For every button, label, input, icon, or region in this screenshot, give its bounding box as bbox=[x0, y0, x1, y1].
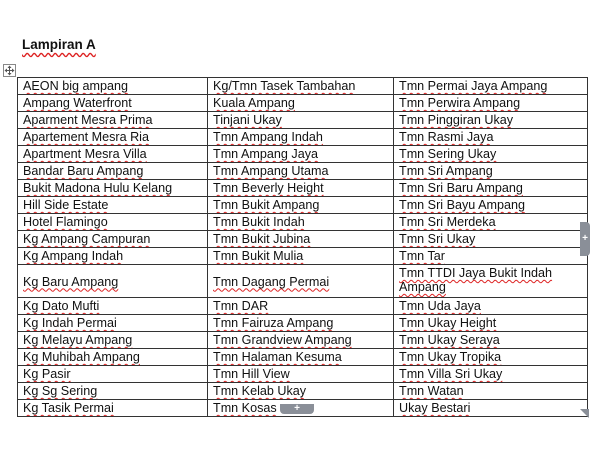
table-row bbox=[18, 298, 588, 315]
table-cell[interactable] bbox=[18, 78, 208, 95]
cell-text: Tmn Hill View bbox=[213, 367, 290, 381]
table-cell[interactable] bbox=[208, 248, 394, 265]
cell-text: Kg Ampang Indah bbox=[23, 249, 124, 263]
table-cell[interactable] bbox=[394, 180, 588, 197]
cell-text: Tmn TTDI Jaya Bukit Indah Ampang bbox=[399, 266, 553, 294]
table-cell[interactable] bbox=[208, 298, 394, 315]
table-cell[interactable] bbox=[208, 383, 394, 400]
table-cell[interactable] bbox=[18, 95, 208, 112]
table-cell[interactable] bbox=[208, 315, 394, 332]
cell-text: AEON big ampang bbox=[23, 79, 129, 93]
table-cell[interactable] bbox=[394, 349, 588, 366]
table-cell[interactable] bbox=[394, 265, 588, 298]
cell-text: Kg Baru Ampang bbox=[23, 274, 119, 289]
cell-text: Tmn Fairuza Ampang bbox=[213, 316, 334, 330]
cell-text: Hotel Flamingo bbox=[23, 215, 108, 229]
table-row bbox=[18, 315, 588, 332]
table-row bbox=[18, 349, 588, 366]
cell-text: Tmn Sri Ukay bbox=[399, 232, 476, 246]
cell-text: Tmn Sri Bayu Ampang bbox=[399, 198, 525, 212]
table-cell[interactable] bbox=[208, 146, 394, 163]
cell-text: Tmn Watan bbox=[399, 384, 464, 398]
plus-icon: + bbox=[294, 403, 300, 414]
table-cell[interactable] bbox=[208, 231, 394, 248]
table-cell[interactable] bbox=[394, 78, 588, 95]
table-move-handle[interactable] bbox=[3, 64, 16, 77]
cell-text: Hill Side Estate bbox=[23, 198, 109, 212]
table-row bbox=[18, 197, 588, 214]
cell-text: Tmn Permai Jaya Ampang bbox=[399, 79, 548, 93]
cell-text: Tmn Ampang Jaya bbox=[213, 147, 318, 161]
cell-text: Tmn Kelab Ukay bbox=[213, 384, 307, 398]
table-row bbox=[18, 231, 588, 248]
cell-text: Kg Tasik Permai bbox=[23, 401, 114, 415]
table-cell[interactable] bbox=[394, 231, 588, 248]
table-cell[interactable] bbox=[208, 112, 394, 129]
cell-text: Ampang Waterfront bbox=[23, 96, 132, 110]
table-cell[interactable] bbox=[208, 129, 394, 146]
table-row bbox=[18, 248, 588, 265]
table-cell[interactable] bbox=[18, 265, 208, 298]
cell-text: Tmn Bukit Mulia bbox=[213, 249, 304, 263]
resize-corner-icon bbox=[580, 409, 589, 418]
cell-text: Tmn Ampang Indah bbox=[213, 130, 323, 144]
table-cell[interactable] bbox=[18, 231, 208, 248]
cell-text: Tmn Bukit Indah bbox=[213, 215, 305, 229]
table-row bbox=[18, 78, 588, 95]
cell-text: Tmn Sri Ampang bbox=[399, 164, 493, 178]
table-cell[interactable] bbox=[18, 332, 208, 349]
table-row bbox=[18, 332, 588, 349]
table-cell[interactable] bbox=[18, 248, 208, 265]
table-row bbox=[18, 163, 588, 180]
table-row bbox=[18, 180, 588, 197]
table-cell[interactable] bbox=[18, 315, 208, 332]
cell-text: Tmn Bukit Ampang bbox=[213, 198, 320, 212]
plus-icon: + bbox=[582, 233, 588, 244]
cell-text: Tmn Ukay Height bbox=[399, 316, 497, 330]
table-row bbox=[18, 112, 588, 129]
cell-text: Tmn Uda Jaya bbox=[399, 299, 481, 313]
cell-text: Bukit Madona Hulu Kelang bbox=[23, 181, 173, 195]
cell-text: Ukay Bestari bbox=[399, 401, 471, 415]
table-cell[interactable] bbox=[208, 180, 394, 197]
cell-text: Kg Indah Permai bbox=[23, 316, 117, 330]
cell-text: Kg Ampang Campuran bbox=[23, 232, 151, 246]
table-cell[interactable] bbox=[18, 197, 208, 214]
table-row bbox=[18, 146, 588, 163]
cell-text: Apartment Mesra Villa bbox=[23, 147, 147, 161]
table-cell[interactable] bbox=[18, 112, 208, 129]
table-cell[interactable] bbox=[18, 146, 208, 163]
cell-text: Tmn Sering Ukay bbox=[399, 147, 497, 161]
cell-text: Kuala Ampang bbox=[213, 96, 295, 110]
table-cell[interactable] bbox=[394, 366, 588, 383]
cell-text: Tmn Perwira Ampang bbox=[399, 96, 521, 110]
locations-table[interactable] bbox=[17, 77, 588, 417]
cell-text: Tmn Halaman Kesuma bbox=[213, 350, 342, 364]
table-cell[interactable] bbox=[394, 95, 588, 112]
table-row bbox=[18, 366, 588, 383]
table-cell[interactable] bbox=[394, 400, 588, 417]
cell-text: Kg Muhibah Ampang bbox=[23, 350, 140, 364]
table-cell[interactable] bbox=[394, 315, 588, 332]
cell-text: Tmn Dagang Permai bbox=[213, 274, 330, 289]
move-arrows-icon bbox=[3, 64, 16, 77]
cell-text: Kg Melayu Ampang bbox=[23, 333, 133, 347]
table-cell[interactable] bbox=[394, 298, 588, 315]
table-cell[interactable] bbox=[18, 298, 208, 315]
table-cell[interactable] bbox=[394, 332, 588, 349]
table-cell[interactable] bbox=[18, 349, 208, 366]
cell-text: Tmn Rasmi Jaya bbox=[399, 130, 494, 144]
table-cell[interactable] bbox=[394, 112, 588, 129]
table-cell[interactable] bbox=[18, 163, 208, 180]
table-cell[interactable] bbox=[208, 366, 394, 383]
table-row bbox=[18, 129, 588, 146]
page-heading: Lampiran A bbox=[22, 37, 96, 52]
cell-text: Tmn Kosas bbox=[213, 401, 277, 415]
table-cell[interactable] bbox=[208, 265, 394, 298]
cell-text: Apartement Mesra Ria bbox=[23, 130, 149, 144]
add-column-button[interactable] bbox=[580, 222, 590, 256]
cell-text: Tmn Grandview Ampang bbox=[213, 333, 352, 347]
table-cell[interactable] bbox=[394, 146, 588, 163]
cell-text: Tmn Sri Baru Ampang bbox=[399, 181, 523, 195]
table-cell[interactable] bbox=[208, 349, 394, 366]
table-cell[interactable] bbox=[394, 129, 588, 146]
table-cell[interactable] bbox=[208, 163, 394, 180]
cell-text: Kg Dato Mufti bbox=[23, 299, 100, 313]
table-row bbox=[18, 383, 588, 400]
cell-text: Tmn Ukay Seraya bbox=[399, 333, 500, 347]
add-row-button[interactable] bbox=[280, 404, 314, 414]
table-cell[interactable] bbox=[18, 180, 208, 197]
cell-text: Tmn Sri Merdeka bbox=[399, 215, 496, 229]
table-cell[interactable] bbox=[394, 383, 588, 400]
table-row bbox=[18, 95, 588, 112]
table-cell[interactable] bbox=[394, 248, 588, 265]
cell-text: Kg Sg Sering bbox=[23, 384, 98, 398]
table-cell[interactable] bbox=[208, 78, 394, 95]
table-cell[interactable] bbox=[208, 95, 394, 112]
table-cell[interactable] bbox=[394, 214, 588, 231]
table-cell[interactable] bbox=[18, 129, 208, 146]
cell-text: Kg Pasir bbox=[23, 367, 71, 381]
table-cell[interactable] bbox=[208, 332, 394, 349]
cell-text: Tmn Ukay Tropika bbox=[399, 350, 502, 364]
cell-text: Aparment Mesra Prima bbox=[23, 113, 153, 127]
cell-text: Kg/Tmn Tasek Tambahan bbox=[213, 79, 356, 93]
cell-text: Bandar Baru Ampang bbox=[23, 164, 144, 178]
cell-text: Tmn Ampang Utama bbox=[213, 164, 329, 178]
table-cell[interactable] bbox=[394, 163, 588, 180]
table-cell[interactable] bbox=[394, 197, 588, 214]
table-cell[interactable] bbox=[208, 214, 394, 231]
table-cell[interactable] bbox=[18, 383, 208, 400]
table-resize-handle[interactable] bbox=[580, 405, 589, 414]
cell-text: Tmn Bukit Jubina bbox=[213, 232, 311, 246]
cell-text: Tmn DAR bbox=[213, 299, 269, 313]
table-cell[interactable] bbox=[208, 197, 394, 214]
table-cell[interactable] bbox=[18, 214, 208, 231]
table-row bbox=[18, 265, 588, 298]
table-cell[interactable] bbox=[18, 366, 208, 383]
cell-text: Tmn Beverly Height bbox=[213, 181, 324, 195]
cell-text: Tmn Pinggiran Ukay bbox=[399, 113, 514, 127]
table-row bbox=[18, 214, 588, 231]
cell-text: Tmn Villa Sri Ukay bbox=[399, 367, 503, 381]
table-cell[interactable] bbox=[18, 400, 208, 417]
cell-text: Tmn Tar bbox=[399, 249, 445, 263]
cell-text: Tinjani Ukay bbox=[213, 113, 282, 127]
